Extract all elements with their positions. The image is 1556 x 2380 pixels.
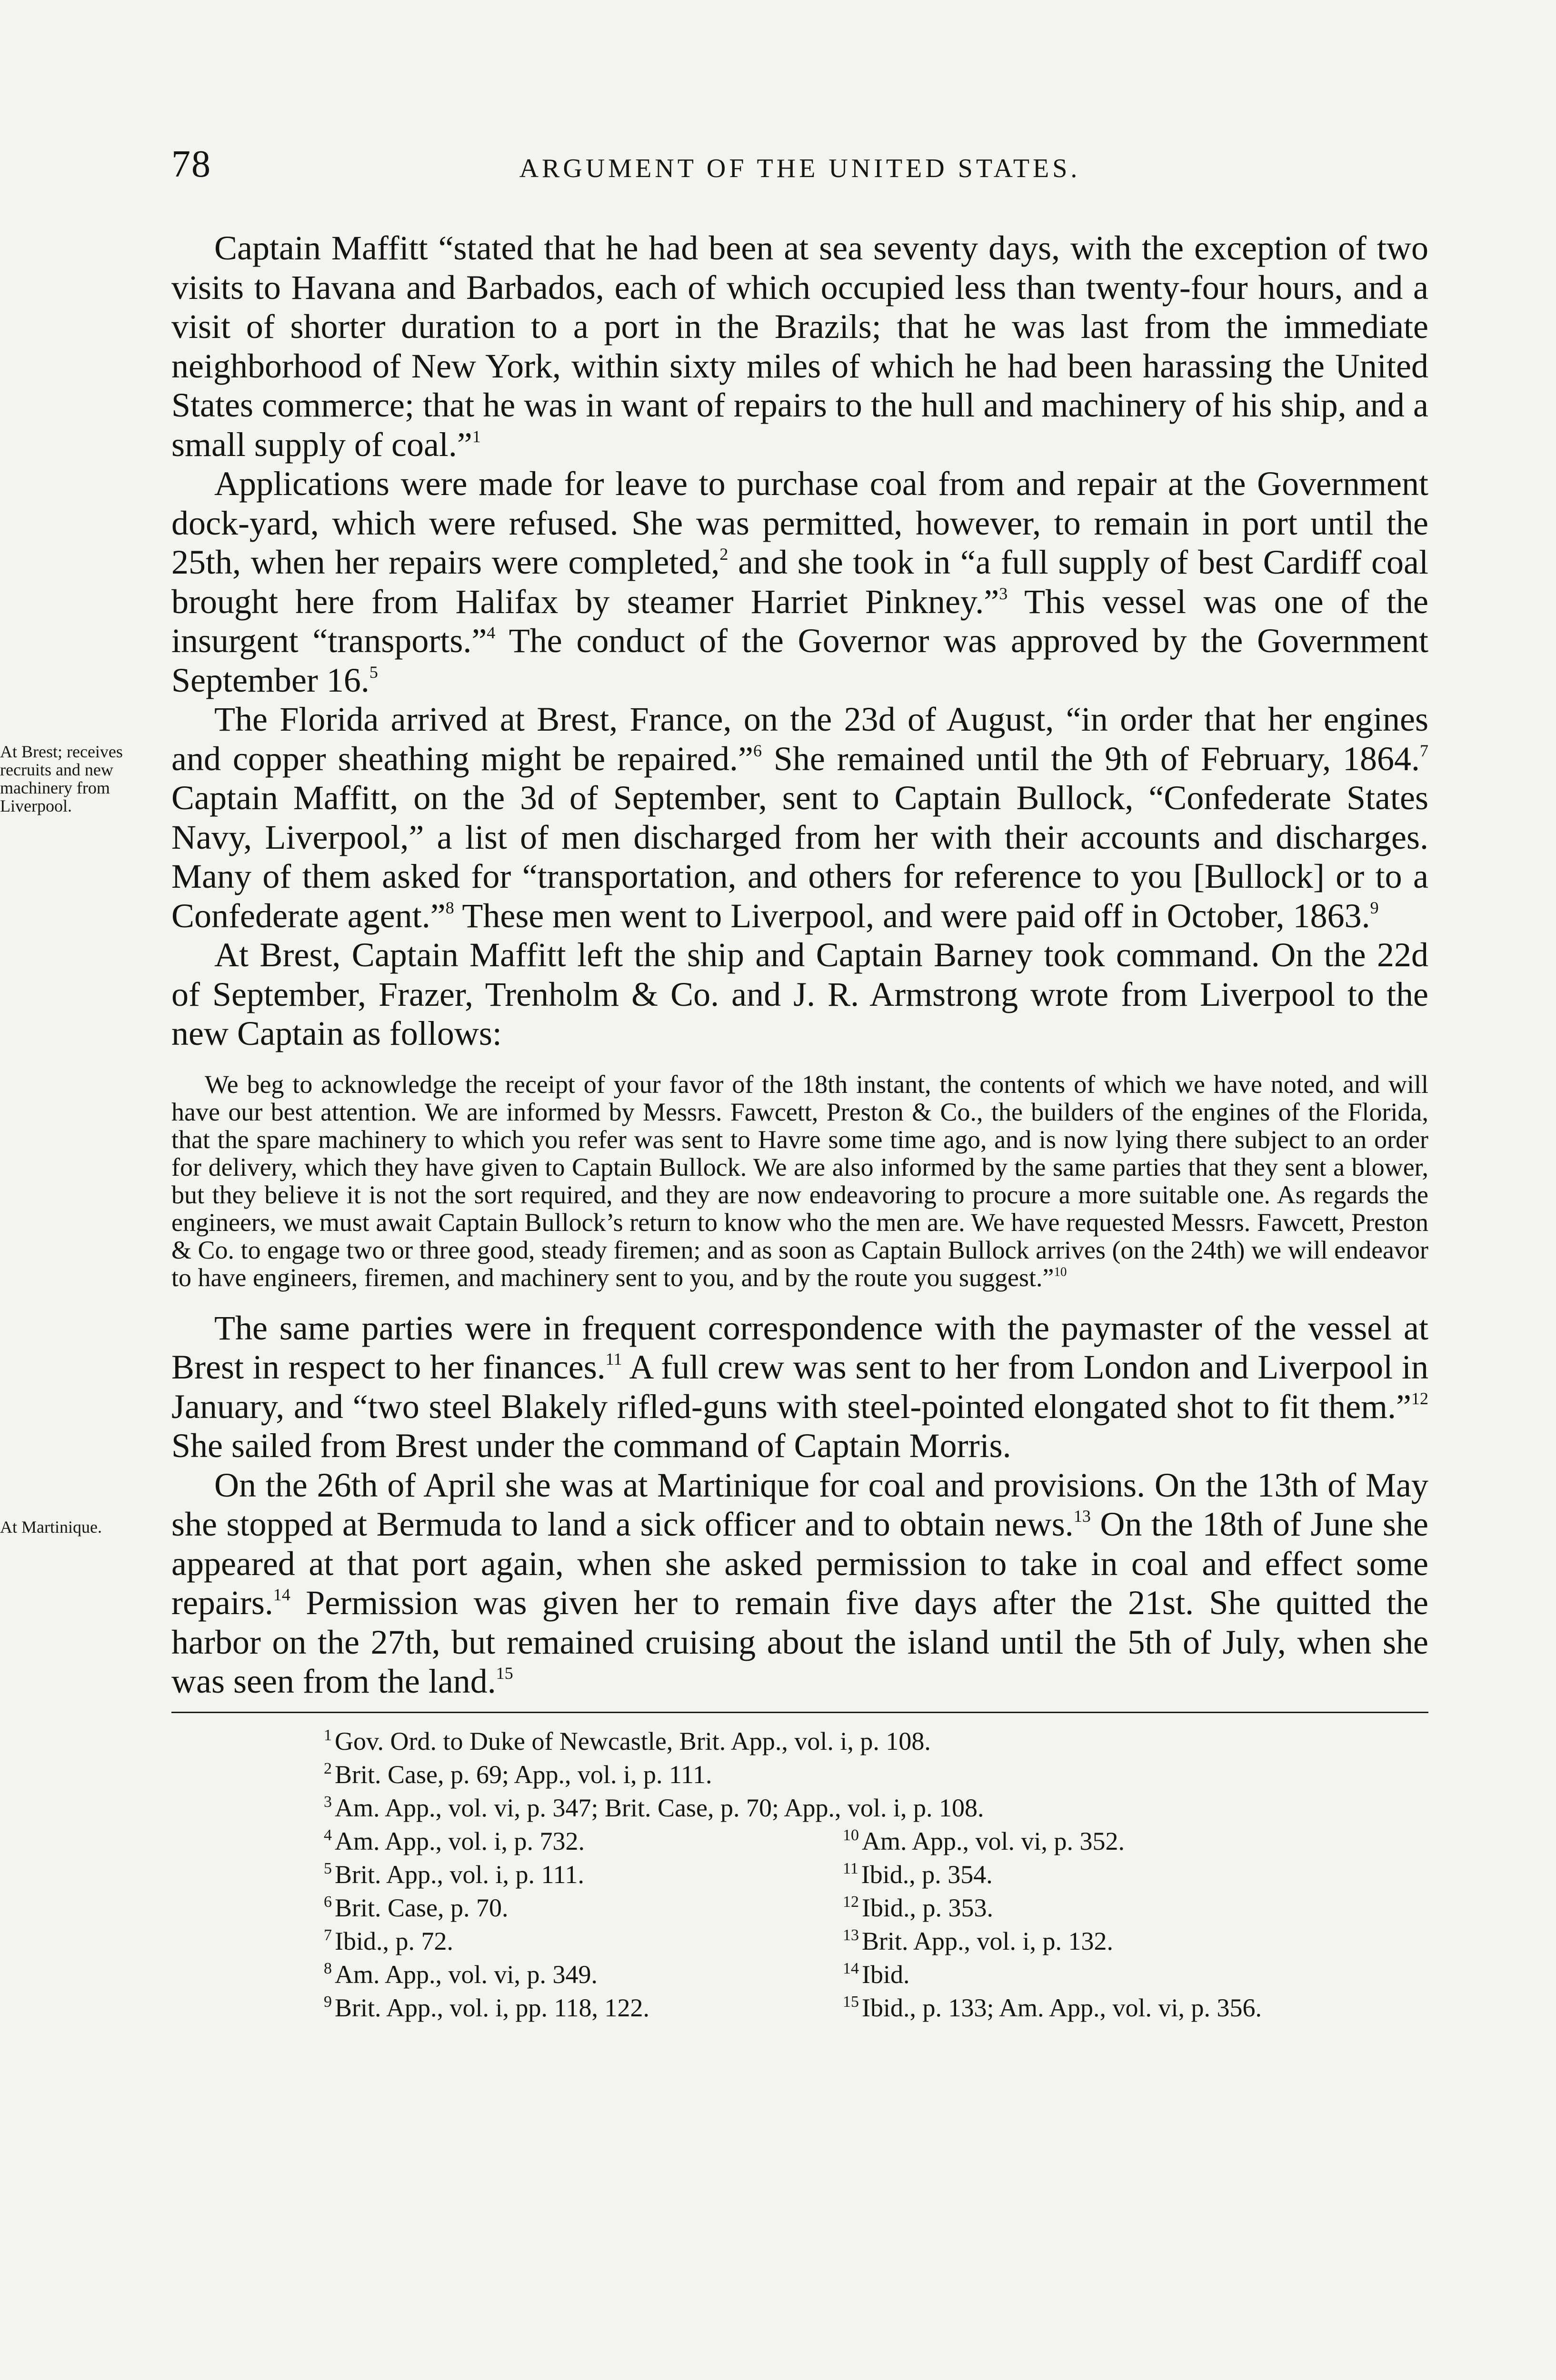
footnote-ref: 13 <box>1073 1507 1091 1526</box>
footnote-ref: 4 <box>487 623 496 643</box>
footnote: $^9$ Brit. App., vol. i, pp. 118, 122. <box>324 1993 650 2022</box>
footnote: $^1$ Gov. Ord. to Duke of Newcastle, Brit. App., vol. i, p. 108. <box>324 1726 931 1755</box>
footnote-ref: 9 <box>1370 898 1379 917</box>
paragraph: At Brest; receives recruits and new machinery from Liverpool. The Florida arrived at Brest, France, on the 23d of August, “in order that her engines and copper sheathing might be repaired.”$^6$ She remained until the 9th of February, 1864.$^7$ Captain Maffitt, on the 3d of September, sent to Captain Bullock, “Confederate States Navy, Liverpool,” a list of men discharged from her with their accounts and discharges. Many of them asked for “transportation, and others for reference to you [Bullock] or to a Confederate agent.”$^8$ These men went to Liverpool, and were paid off in October, 1863.$^9$ <box>0 700 1428 935</box>
footnote-ref: 12 <box>1411 1388 1428 1408</box>
footnote: $^2$ Brit. Case, p. 69; App., vol. i, p. 111. <box>324 1759 712 1789</box>
footnote-column-left <box>324 1822 843 2022</box>
page-number: 78 <box>171 143 211 185</box>
footnote: $^{14}$ Ibid. <box>843 1959 910 1989</box>
footnotes <box>324 1722 1428 2022</box>
paragraph: At Brest, Captain Maffitt left the ship and Captain Barney took command. On the 22d of September, Frazer, Trenholm & Co. and J. R. Armstrong wrote from Liverpool to the new Captain as follows: <box>171 936 1428 1052</box>
paragraph: At Martinique. On the 26th of April she was at Martinique for coal and provisions. On the 13th of May she stopped at Bermuda to land a sick officer and to obtain news.$^{13}$ On the 18th of June she appeared at that port again, when she asked permission to take in coal and effect some repairs.$^{14}$ Permission was given her to remain five days after the 21st. She quitted the harbor on the 27th, but remained cruising about the island until the 5th of July, when she was seen from the land.$^{15}$ <box>0 1466 1429 1700</box>
footnote-ref: 2 <box>719 545 728 564</box>
paragraph: Applications were made for leave to purchase coal from and repair at the Government dock-yard, which were refused. She was permitted, however, to remain in port until the 25th, when her repairs were completed,$^2$ and she took in “a full supply of best Cardiff coal brought here from Halifax by steamer Harriet Pinkney.”$^3$ This vessel was one of the insurgent “transports.”$^4$ The conduct of the Governor was approved by the Government September 16.$^5$ <box>171 465 1428 699</box>
body-text <box>0 228 1429 1701</box>
margin-note-brest: At Brest; receives recruits and new machinery from Liverpool. <box>0 742 123 815</box>
footnote-ref: 6 <box>753 741 762 760</box>
footnote-columns <box>324 1822 1428 2022</box>
footnote-column-right <box>843 1822 1428 2022</box>
running-title: ARGUMENT OF THE UNITED STATES. <box>519 154 1081 183</box>
footnote: $^8$ Am. App., vol. vi, p. 349. <box>324 1959 598 1989</box>
footnote-ref: 11 <box>605 1349 622 1369</box>
footnote: $^{11}$ Ibid., p. 354. <box>843 1859 993 1889</box>
footnote-ref: 3 <box>999 584 1008 603</box>
document-page <box>0 143 1429 2022</box>
footnote: $^3$ Am. App., vol. vi, p. 347; Brit. Case, p. 70; App., vol. i, p. 108. <box>324 1793 984 1822</box>
footnote-ref: 1 <box>472 426 481 446</box>
footnote: $^{13}$ Brit. App., vol. i, p. 132. <box>843 1926 1114 1955</box>
footnote-divider <box>171 1712 1428 1713</box>
margin-note-martinique: At Martinique. <box>0 1517 102 1537</box>
footnote-ref: 15 <box>496 1664 513 1683</box>
footnote: $^{12}$ Ibid., p. 353. <box>843 1893 993 1922</box>
footnote-ref: 10 <box>1054 1264 1067 1279</box>
footnote: $^4$ Am. App., vol. i, p. 732. <box>324 1826 585 1855</box>
footnote-ref: 14 <box>273 1585 290 1605</box>
page-header <box>171 143 1428 195</box>
footnote: $^7$ Ibid., p. 72. <box>324 1926 453 1955</box>
footnote-ref: 8 <box>445 898 454 917</box>
footnote: $^5$ Brit. App., vol. i, p. 111. <box>324 1859 585 1889</box>
footnote: $^{10}$ Am. App., vol. vi, p. 352. <box>843 1826 1125 1855</box>
footnote-ref: 5 <box>369 662 378 682</box>
paragraph: Captain Maffitt “stated that he had been at sea seventy days, with the exception of two visits to Havana and Barbados, each of which occupied less than twenty-four hours, and a visit of shorter duration to a port in the Brazils; that he was last from the immediate neighborhood of New York, within sixty miles of which he had been harassing the United States commerce; that he was in want of repairs to the hull and machinery of his ship, and a small supply of coal.”$^1$ <box>171 229 1428 464</box>
block-quote: We beg to acknowledge the receipt of your favor of the 18th instant, the contents of which we have noted, and will have our best attention. We are informed by Messrs. Fawcett, Preston & Co., the builders of the engines of the Florida, that the spare machinery to which you refer was sent to Havre some time ago, and is now lying there subject to an order for delivery, which they have given to Captain Bullock. We are also informed by the same parties that they sent a blower, but they believe it is not the sort required, and they are now endeavoring to procure a more suitable one. As regards the engineers, we must await Captain Bullock’s return to know who the men are. We have requested Messrs. Fawcett, Preston & Co. to engage two or three good, steady firemen; and as soon as Captain Bullock arrives (on the 24th) we will endeavor to have engineers, firemen, and machinery sent to you, and by the route you suggest.”$^{10}$ <box>171 1070 1428 1292</box>
paragraph: The same parties were in frequent correspondence with the paymaster of the vessel at Brest in respect to her finances.$^{11}$ A full crew was sent to her from London and Liverpool in January, and “two steel Blakely rifled-guns with steel-pointed elongated shot to fit them.”$^{12}$ She sailed from Brest under the command of Captain Morris. <box>171 1309 1428 1465</box>
footnote: $^{15}$ Ibid., p. 133; Am. App., vol. vi, p. 356. <box>843 1993 1262 2022</box>
footnote-ref: 7 <box>1420 741 1428 760</box>
footnote: $^6$ Brit. Case, p. 70. <box>324 1893 509 1922</box>
